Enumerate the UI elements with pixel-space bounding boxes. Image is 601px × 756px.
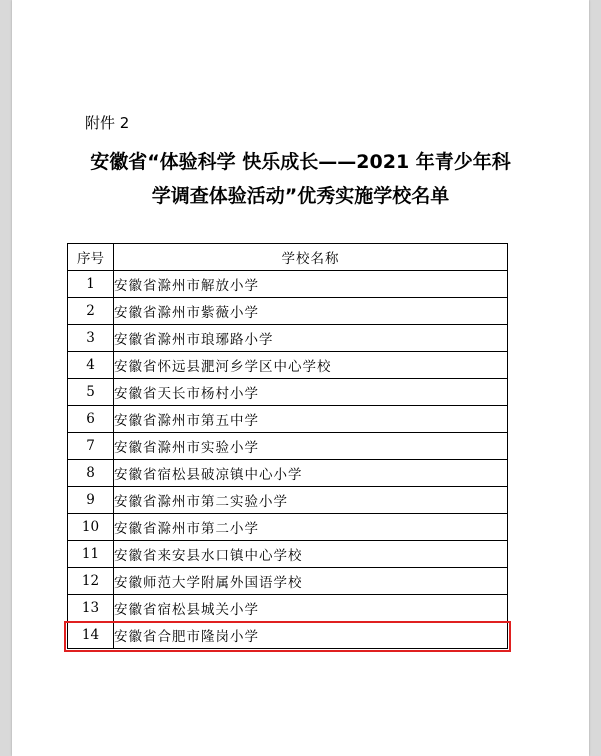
school-name: 安徽省天长市杨村小学: [114, 379, 508, 406]
table-row: [68, 271, 508, 298]
row-number: 9: [68, 487, 114, 514]
table-row: [68, 541, 508, 568]
table-header-row: [68, 244, 508, 271]
table-row: [68, 298, 508, 325]
header-number: 序号: [68, 244, 114, 271]
table-row: [68, 460, 508, 487]
document-title-line-2: 学调查体验活动”优秀实施学校名单: [151, 185, 450, 207]
table-row: [68, 325, 508, 352]
row-number: 5: [68, 379, 114, 406]
school-name: 安徽省滁州市第二小学: [114, 514, 508, 541]
table-row: [68, 352, 508, 379]
school-name: 安徽省宿松县城关小学: [114, 595, 508, 622]
table-row: [68, 595, 508, 622]
table-row: [68, 568, 508, 595]
row-number: 3: [68, 325, 114, 352]
school-name: 安徽省滁州市第二实验小学: [114, 487, 508, 514]
table-row: [68, 406, 508, 433]
school-name: 安徽省怀远县淝河乡学区中心学校: [114, 352, 508, 379]
table-row: [68, 433, 508, 460]
school-name: 安徽省滁州市实验小学: [114, 433, 508, 460]
row-number: 12: [68, 568, 114, 595]
document-title-line-1: 安徽省“体验科学 快乐成长——2021 年青少年科: [90, 151, 511, 173]
header-school-name: 学校名称: [114, 244, 508, 271]
table-row: [68, 514, 508, 541]
school-name: 安徽省滁州市解放小学: [114, 271, 508, 298]
school-name: 安徽省合肥市隆岗小学: [114, 622, 508, 649]
school-name: 安徽省宿松县破凉镇中心小学: [114, 460, 508, 487]
table-row: [68, 379, 508, 406]
school-name: 安徽师范大学附属外国语学校: [114, 568, 508, 595]
school-list-table: [67, 243, 508, 649]
row-number: 14: [68, 622, 114, 649]
school-name: 安徽省滁州市紫薇小学: [114, 298, 508, 325]
row-number: 1: [68, 271, 114, 298]
school-name: 安徽省来安县水口镇中心学校: [114, 541, 508, 568]
row-number: 8: [68, 460, 114, 487]
row-number: 6: [68, 406, 114, 433]
table-row: [68, 487, 508, 514]
row-number: 4: [68, 352, 114, 379]
table-row: [68, 622, 508, 649]
row-number: 7: [68, 433, 114, 460]
attachment-label: 附件 2: [85, 114, 130, 132]
school-name: 安徽省滁州市第五中学: [114, 406, 508, 433]
row-number: 10: [68, 514, 114, 541]
row-number: 13: [68, 595, 114, 622]
row-number: 11: [68, 541, 114, 568]
school-name: 安徽省滁州市琅琊路小学: [114, 325, 508, 352]
row-number: 2: [68, 298, 114, 325]
